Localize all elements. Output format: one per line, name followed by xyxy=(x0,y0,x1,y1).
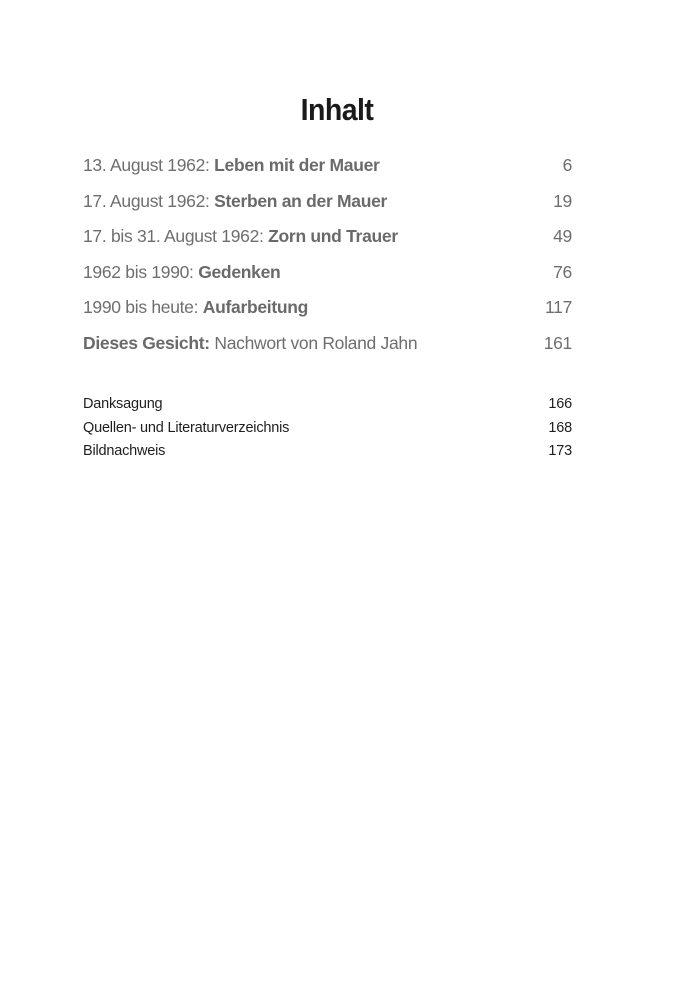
toc-entry-page: 161 xyxy=(543,332,572,353)
toc-entry-title: Sterben an der Mauer xyxy=(214,190,388,211)
toc-entry-prefix: 1990 bis heute: xyxy=(83,297,203,318)
toc-entry-title: Leben mit der Mauer xyxy=(214,155,380,175)
toc-entry xyxy=(83,333,572,369)
toc-entry-page: 19 xyxy=(553,190,572,211)
toc-chapter-list xyxy=(83,155,572,369)
toc-entry xyxy=(83,226,572,262)
page-title: Inhalt xyxy=(300,92,374,127)
toc-entry-text xyxy=(83,297,308,318)
toc-appendix-list xyxy=(83,396,572,467)
toc-entry-title: Zorn und Trauer xyxy=(268,226,398,247)
toc-entry xyxy=(83,155,572,191)
toc-entry xyxy=(83,191,572,227)
toc-entry-text xyxy=(83,155,380,176)
toc-entry-suffix: Nachwort von Roland Jahn xyxy=(209,332,418,353)
appendix-entry-page: 173 xyxy=(548,443,572,460)
toc-entry-page: 49 xyxy=(553,226,572,247)
toc-entry-page: 6 xyxy=(562,155,572,175)
toc-entry xyxy=(83,297,572,333)
toc-entry-prefix: 13. August 1962: xyxy=(83,155,215,175)
appendix-entry xyxy=(83,443,572,467)
toc-entry-prefix: 17. August 1962: xyxy=(83,190,215,211)
toc-entry xyxy=(83,262,572,298)
appendix-entry-label: Quellen- und Literaturverzeichnis xyxy=(83,419,290,436)
toc-entry-title: Gedenken xyxy=(198,261,281,282)
toc-entry-text xyxy=(83,191,387,212)
appendix-entry-label: Danksagung xyxy=(83,396,163,412)
toc-entry-prefix: 17. bis 31. August 1962: xyxy=(83,226,269,247)
appendix-entry xyxy=(83,396,572,420)
appendix-entry-page: 168 xyxy=(548,419,572,436)
toc-entry-page: 117 xyxy=(545,297,572,318)
appendix-entry-label: Bildnachweis xyxy=(83,443,166,460)
toc-entry-page: 76 xyxy=(553,261,572,282)
toc-entry-title: Aufarbeitung xyxy=(202,297,309,318)
toc-entry-title: Dieses Gesicht: xyxy=(83,332,210,353)
toc-entry-prefix: 1962 bis 1990: xyxy=(83,261,199,282)
toc-entry-text xyxy=(83,262,280,283)
appendix-entry xyxy=(83,420,572,444)
appendix-entry-page: 166 xyxy=(548,396,572,412)
toc-entry-text xyxy=(83,226,398,247)
toc-entry-text xyxy=(83,333,417,354)
